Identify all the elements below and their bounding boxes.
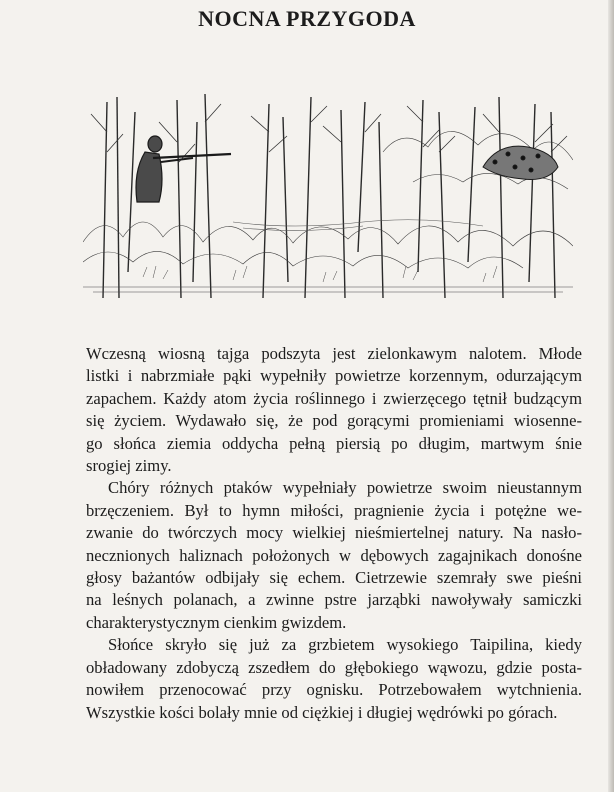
illustration-sketch-icon: [83, 92, 573, 298]
paragraph-2: [86, 477, 582, 634]
text-line: listki i nabrzmiałe pąki wypełniły powietrze korzennym, odurzającym: [86, 366, 582, 386]
text-line: Wczesną wiosną tajga podszyta jest zielonkawym nalotem. Młode: [86, 344, 582, 363]
text-line: obładowany zdobyczą zszedłem do głębokiego wąwozu, gdzie posta-: [86, 657, 582, 677]
text-line: srogiej zimy.: [86, 456, 172, 476]
chapter-body: [86, 343, 582, 724]
text-line: necznionych haliznach położonych w dębowych zagajnikach donośne: [86, 545, 582, 565]
text-line: Chóry różnych ptaków wypełniały powietrze swoim nieustannym: [108, 478, 582, 498]
text-line: Słońce skryło się już za grzbietem wysokiego Taipilina, kiedy: [108, 635, 582, 655]
page-edge-shadow: [608, 0, 614, 792]
text-line: na leśnych polanach, a zwinne pstre jarząbki nawoływały samiczki: [86, 590, 582, 610]
hunter-in-forest-illustration: [83, 92, 573, 298]
text-line: zapachem. Każdy atom życia roślinnego i zwierzęcego tętnił budzącym: [86, 388, 582, 408]
text-line: zwanie do twórczych mocy wielkiej nieśmiertelnej natury. Na nasło-: [86, 523, 582, 543]
text-line: nowiłem przenocować przy ognisku. Potrzebowałem wytchnienia.: [86, 680, 582, 700]
text-line: brzęczeniem. Był to hymn miłości, pragnienie życia i potężne we-: [86, 500, 582, 520]
text-line: Wszystkie kości bolały mnie od ciężkiej i długiej wędrówki po górach.: [86, 702, 558, 722]
text-line: charakterystycznym cienkim gwizdem.: [86, 612, 347, 632]
text-line: głosy bażantów odbijały się echem. Cietrzewie szemrały swe pieśni: [86, 568, 582, 588]
text-line: go słońca ziemia oddycha pełną piersią po długim, martwym śnie: [86, 433, 582, 453]
text-line: się życiem. Wydawało się, że pod gorącymi promieniami wiosenne-: [86, 411, 582, 431]
chapter-title: NOCNA PRZYGODA: [198, 6, 416, 31]
paragraph-3: [86, 634, 582, 724]
paragraph-1: [86, 343, 582, 477]
